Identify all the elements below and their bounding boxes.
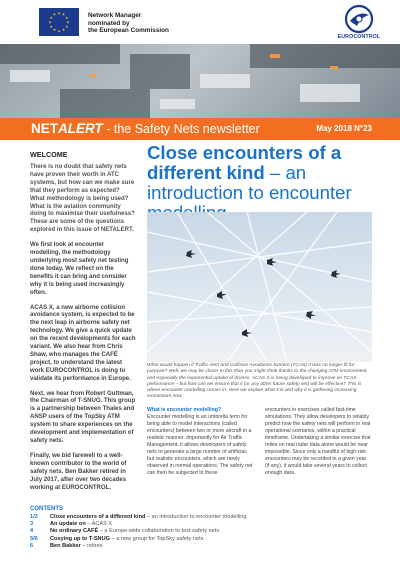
toc-item[interactable]: 6 Ben Bakker – retires	[30, 542, 103, 549]
svg-text:★: ★	[52, 28, 57, 33]
eurocontrol-emblem-icon	[344, 4, 374, 34]
contents-heading: CONTENTS	[30, 506, 63, 512]
eurocontrol-wordmark: EUROCONTROL	[337, 34, 381, 40]
masthead	[0, 0, 400, 44]
svg-text:★: ★	[61, 28, 66, 33]
article-body-column-1	[147, 407, 253, 477]
welcome-column	[30, 150, 136, 499]
svg-text:★: ★	[49, 15, 53, 20]
article-title	[147, 143, 372, 223]
section-question-heading: What is encounter modelling?	[147, 407, 222, 413]
eu-flag-icon	[39, 8, 79, 36]
article-body-column-2	[265, 407, 371, 477]
article-title-bold: Close encounters of a different kind – an introduction to encounter	[147, 142, 352, 203]
welcome-heading: WELCOME	[30, 150, 68, 159]
svg-text:★: ★	[65, 15, 69, 20]
svg-text:★: ★	[48, 20, 52, 25]
toc-item[interactable]: 3 An update on – ACAS X	[30, 521, 113, 528]
toc-item[interactable]: 4 No ordinary CAFÉ – a Europe-wide collaboration to test safety nets	[30, 528, 220, 535]
network-manager-text: Network Manager nominated by the European Commission	[88, 12, 169, 35]
contrails-photo	[147, 212, 372, 362]
welcome-paragraph: There is no doubt that safety nets have proven their worth in ATC systems, but how can we make sure that they perform as expected? What methodology is being used? What is the aviation community doing to maximise their usefulness? These are some of the questions explored in this issue of NETALERT.	[30, 164, 135, 234]
article-body-text: Encounter modelling is an umbrella term for being able to model interactions (called encounters) between two or more aircraft in a realistic manner. Importantly for Air Traffic Management, it allows developers of safety nets to generate a large number of artificial, but realistic encounters, which are rarely observed in normal operations. The safety net can then be subjected to these	[147, 414, 253, 476]
svg-text:★: ★	[61, 12, 66, 17]
svg-text:★: ★	[52, 12, 57, 17]
newsletter-title-bar	[0, 118, 400, 140]
svg-text:★: ★	[66, 20, 70, 25]
welcome-paragraph: Finally, we bid farewell to a well-known contributor to the world of safety nets. Ben Bakker retired in July 2017, after over two decades working at EUROCONTROL.	[30, 452, 127, 491]
toc-item[interactable]: 5/6 Cosying up to T-SNUG – a new group for TopSky safety nets	[30, 535, 204, 542]
table-of-contents	[30, 506, 375, 550]
banner-photo	[0, 44, 400, 118]
svg-text:★: ★	[49, 24, 53, 29]
toc-item[interactable]: 1/2 Close encounters of a different kind – an introduction to encounter modelling	[30, 514, 247, 520]
svg-text:★: ★	[65, 24, 69, 29]
issue-date: May 2018 N°23	[316, 124, 372, 133]
article-body-text: encounters in exercises called fast-time simulations. They allow developers to reliably predict how the safety nets will perform in real operational scenarios, within a practical timeframe. Undertaking a similar exercise that relies on real radar data alone would be near impossible. Since only a handful of high-risk encounters may be recorded in a given year (if any), it would take several years to collect enough data.	[265, 407, 371, 476]
eurocontrol-logo	[334, 4, 384, 44]
welcome-paragraph: We first look at encounter modelling, the methodology underlying most safety net testing done today. We reflect on the benefits it can bring and consider why it is being used increasingly often.	[30, 242, 129, 296]
welcome-paragraph: Next, we hear from Robert Guttman, the Chairman of T-SNUG. This group is a partnership between Thales and ANSP users of the TopSky ATM system to share experiences on the development and implementation of safety nets.	[30, 390, 136, 444]
svg-text:★: ★	[57, 29, 61, 34]
newsletter-name: NETALERT - the Safety Nets newsletter	[31, 121, 260, 136]
svg-text:★: ★	[57, 11, 61, 16]
article-intro-caption: What would happen if Traffic Alert and Collision Avoidance System (TCAS) II was no longer fit for purpose? Well, we may be closer to this than you might think thanks to the changing ATM environment, and especially the exponential uptake of drones. ACAS X is being developed to improve on TCAS performance – but how can we ensure that it (or any other future safety net) will be effective? This is where encounter modelling comes in. Here we explain what it is and why it is gathering increasing momentum now.	[147, 363, 368, 400]
welcome-paragraph: ACAS X, a new airborne collision avoidance system, is expected to be the next leap in airborne safety net technology. We give a quick update on the recent developments for each variant. We also hear from Chris Shaw, who manages the CAFÉ project, to understand the latest work EUROCONTROL is doing to validate its performance in Europe.	[30, 304, 136, 382]
